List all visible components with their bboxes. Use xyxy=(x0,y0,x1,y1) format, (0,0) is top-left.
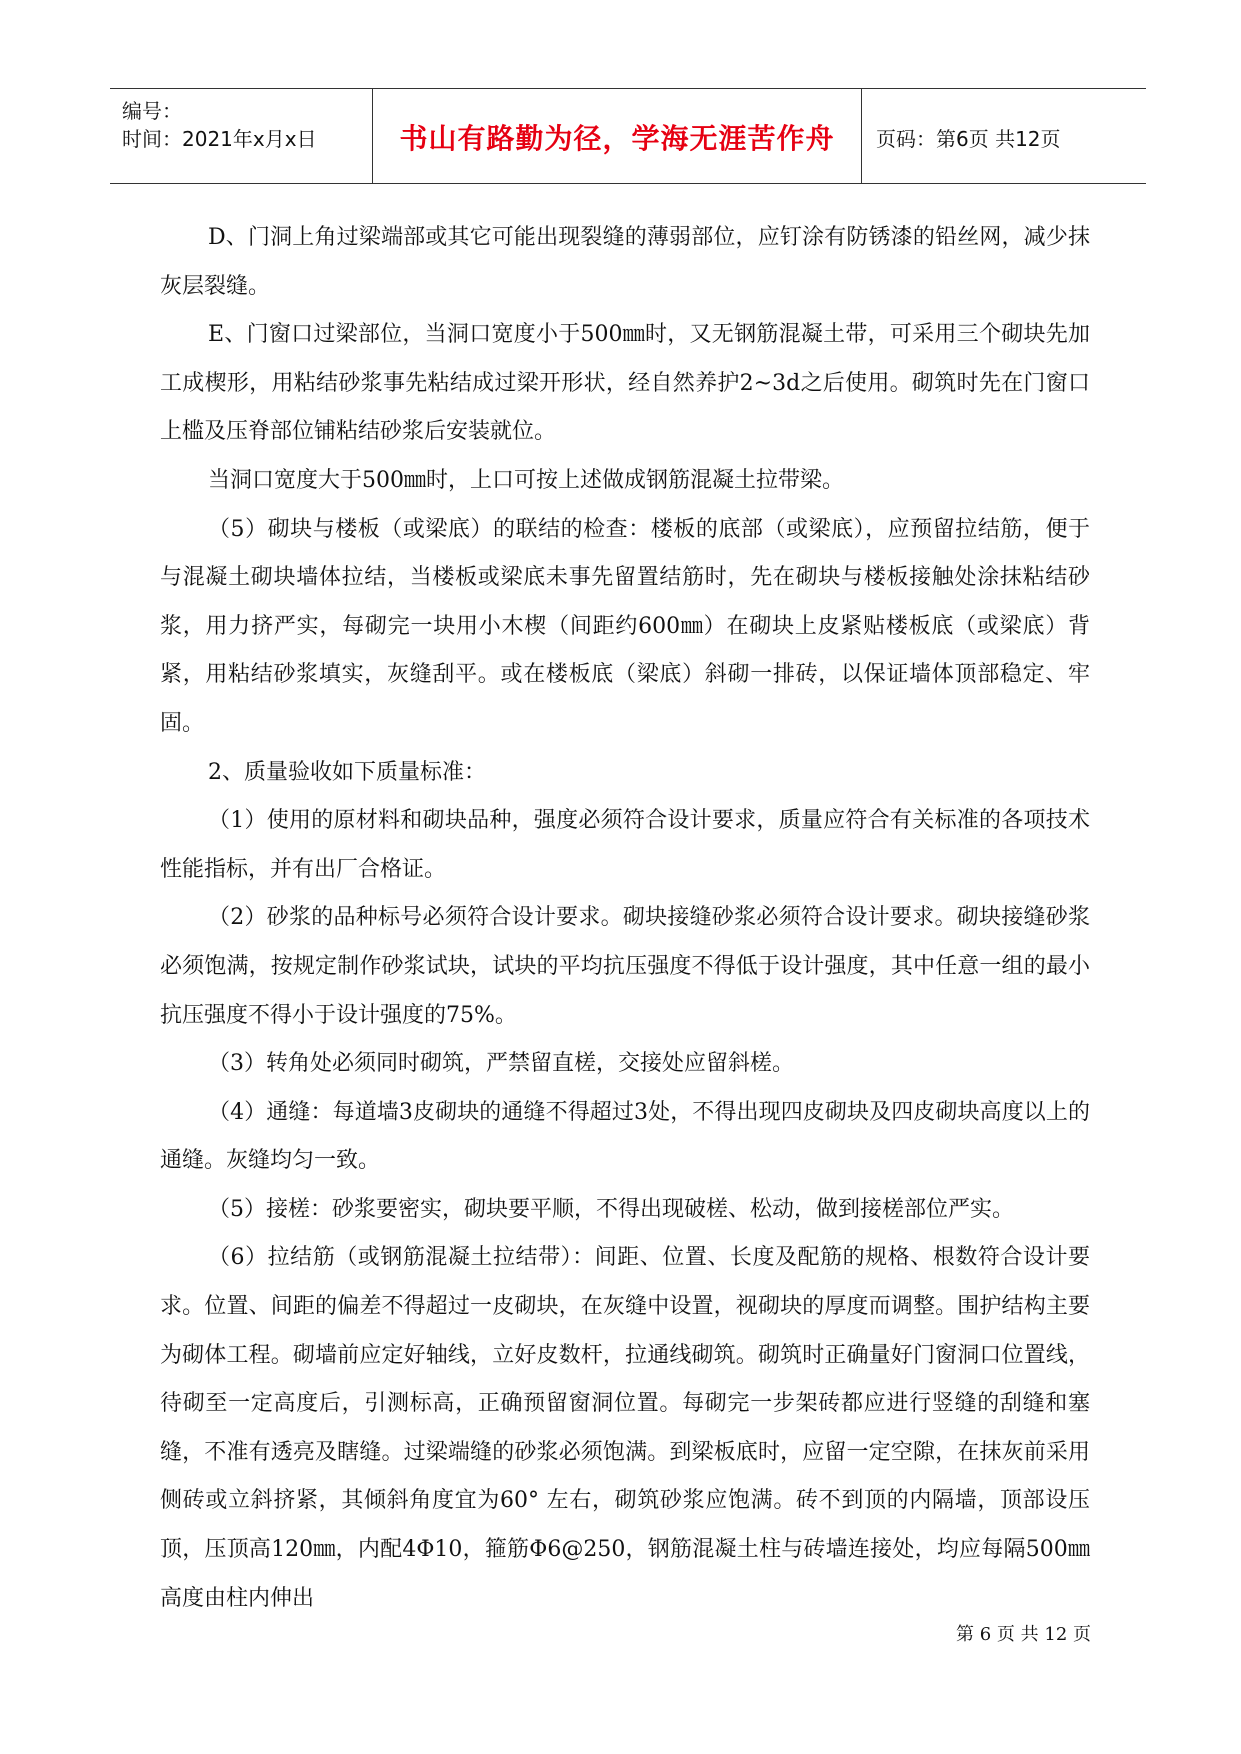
paragraph-d: D、门洞上角过梁端部或其它可能出现裂缝的薄弱部位，应钉涂有防锈漆的铅丝网，减少抹灰层裂缝。 xyxy=(160,225,1090,299)
header-motto: 书山有路勤为径，学海无涯苦作舟 xyxy=(399,122,835,155)
header-page-code: 页码：第6页 共12页 xyxy=(876,127,1061,151)
paragraph-standard-3: （3）转角处必须同时砌筑，严禁留直槎，交接处应留斜槎。 xyxy=(208,1051,794,1077)
paragraph-standard-2: （2）砂浆的品种标号必须符合设计要求。砌块接缝砂浆必须符合设计要求。砌块接缝砂浆必须饱满，按规定制作砂浆试块，试块的平均抗压强度不得低于设计强度，其中任意一组的最小抗压强度不得小于设计强度的75%。 xyxy=(160,905,1090,1028)
page-footer: 第 6 页 共 12 页 xyxy=(956,1624,1091,1645)
paragraph-quality-standards: 2、质量验收如下质量标准： xyxy=(208,759,486,785)
header-middle-cell xyxy=(372,89,862,183)
number-label: 编号： xyxy=(122,99,182,123)
header-right-cell xyxy=(862,89,1146,183)
document-body xyxy=(160,214,1090,1623)
paragraph-item-5-connection: （5）砌块与楼板（或梁底）的联结的检查：楼板的底部（或梁底），应预留拉结筋，便于与混凝土砌块墙体拉结，当楼板或梁底未事先留置结筋时，先在砌块与楼板接触处涂抹粘结砂浆，用力挤严实，每砌完一块用小木楔（间距约600㎜）在砌块上皮紧贴楼板底（或梁底）背紧，用粘结砂浆填实，灰缝刮平。或在楼板底（梁底）斜砌一排砖，以保证墙体顶部稳定、牢固。 xyxy=(160,516,1090,736)
paragraph-standard-5: （5）接槎：砂浆要密实，砌块要平顺，不得出现破槎、松动，做到接槎部位严实。 xyxy=(208,1196,1014,1222)
paragraph-standard-4: （4）通缝：每道墙3皮砌块的通缝不得超过3处，不得出现四皮砌块及四皮砌块高度以上的通缝。灰缝均匀一致。 xyxy=(160,1099,1090,1174)
paragraph-opening-wide: 当洞口宽度大于500㎜时，上口可按上述做成钢筋混凝土拉带梁。 xyxy=(208,467,844,493)
paragraph-e: E、门窗口过梁部位，当洞口宽度小于500㎜时，又无钢筋混凝土带，可采用三个砌块先加工成楔形，用粘结砂浆事先粘结成过梁开形状，经自然养护2~3d之后使用。砌筑时先在门窗口上槛及压脊部位铺粘结砂浆后安装就位。 xyxy=(160,322,1090,445)
header-left-cell xyxy=(110,89,372,183)
time-label: 时间：2021年x月x日 xyxy=(122,127,317,151)
paragraph-standard-6: （6）拉结筋（或钢筋混凝土拉结带）：间距、位置、长度及配筋的规格、根数符合设计要求。位置、间距的偏差不得超过一皮砌块，在灰缝中设置，视砌块的厚度而调整。围护结构主要为砌体工程。砌墙前应定好轴线，立好皮数杆，拉通线砌筑。砌筑时正确量好门窗洞口位置线，待砌至一定高度后，引测标高，正确预留窗洞位置。每砌完一步架砖都应进行竖缝的刮缝和塞缝，不准有透亮及瞎缝。过梁端缝的砂浆必须饱满。到梁板底时，应留一定空隙，在抹灰前采用侧砖或立斜挤紧，其倾斜角度宜为60° 左右，砌筑砂浆应饱满。砖不到顶的内隔墙，顶部设压顶，压顶高120㎜，内配4Φ10，箍筋Φ6@250，钢筋混凝土柱与砖墙连接处，均应每隔500㎜高度由柱内伸出 xyxy=(160,1245,1090,1611)
document-header xyxy=(110,88,1146,184)
paragraph-standard-1: （1）使用的原材料和砌块品种，强度必须符合设计要求，质量应符合有关标准的各项技术性能指标，并有出厂合格证。 xyxy=(160,808,1090,882)
